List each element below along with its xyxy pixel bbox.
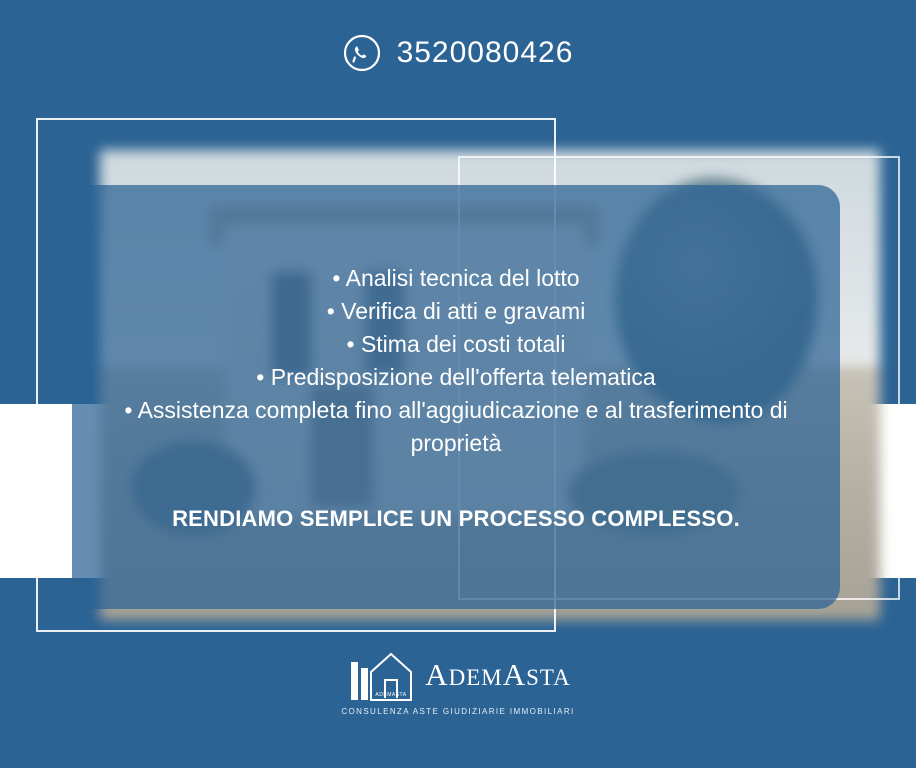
tagline: RENDIAMO SEMPLICE UN PROCESSO COMPLESSO. — [172, 506, 740, 531]
phone-number[interactable]: 3520080426 — [396, 36, 574, 69]
services-list — [112, 262, 800, 460]
list-item: • Verifica di atti e gravami — [112, 295, 800, 328]
contact-header — [0, 34, 916, 72]
brand-logo — [0, 648, 916, 716]
list-item: • Analisi tecnica del lotto — [112, 262, 800, 295]
services-card — [72, 185, 840, 609]
list-item: • Assistenza completa fino all'aggiudicazione e al trasferimento di proprietà — [112, 394, 800, 460]
list-item: • Predisposizione dell'offerta telematica — [112, 361, 800, 394]
logo-mark-label: ADEMASTA — [375, 692, 407, 698]
list-item: • Stima dei costi totali — [112, 328, 800, 361]
logo-tagline: CONSULENZA ASTE GIUDIZIARIE IMMOBILIARI — [341, 707, 575, 716]
house-logo-icon — [345, 648, 417, 704]
logo-wordmark: ADEMASTA — [425, 656, 571, 692]
whatsapp-icon — [343, 34, 381, 72]
